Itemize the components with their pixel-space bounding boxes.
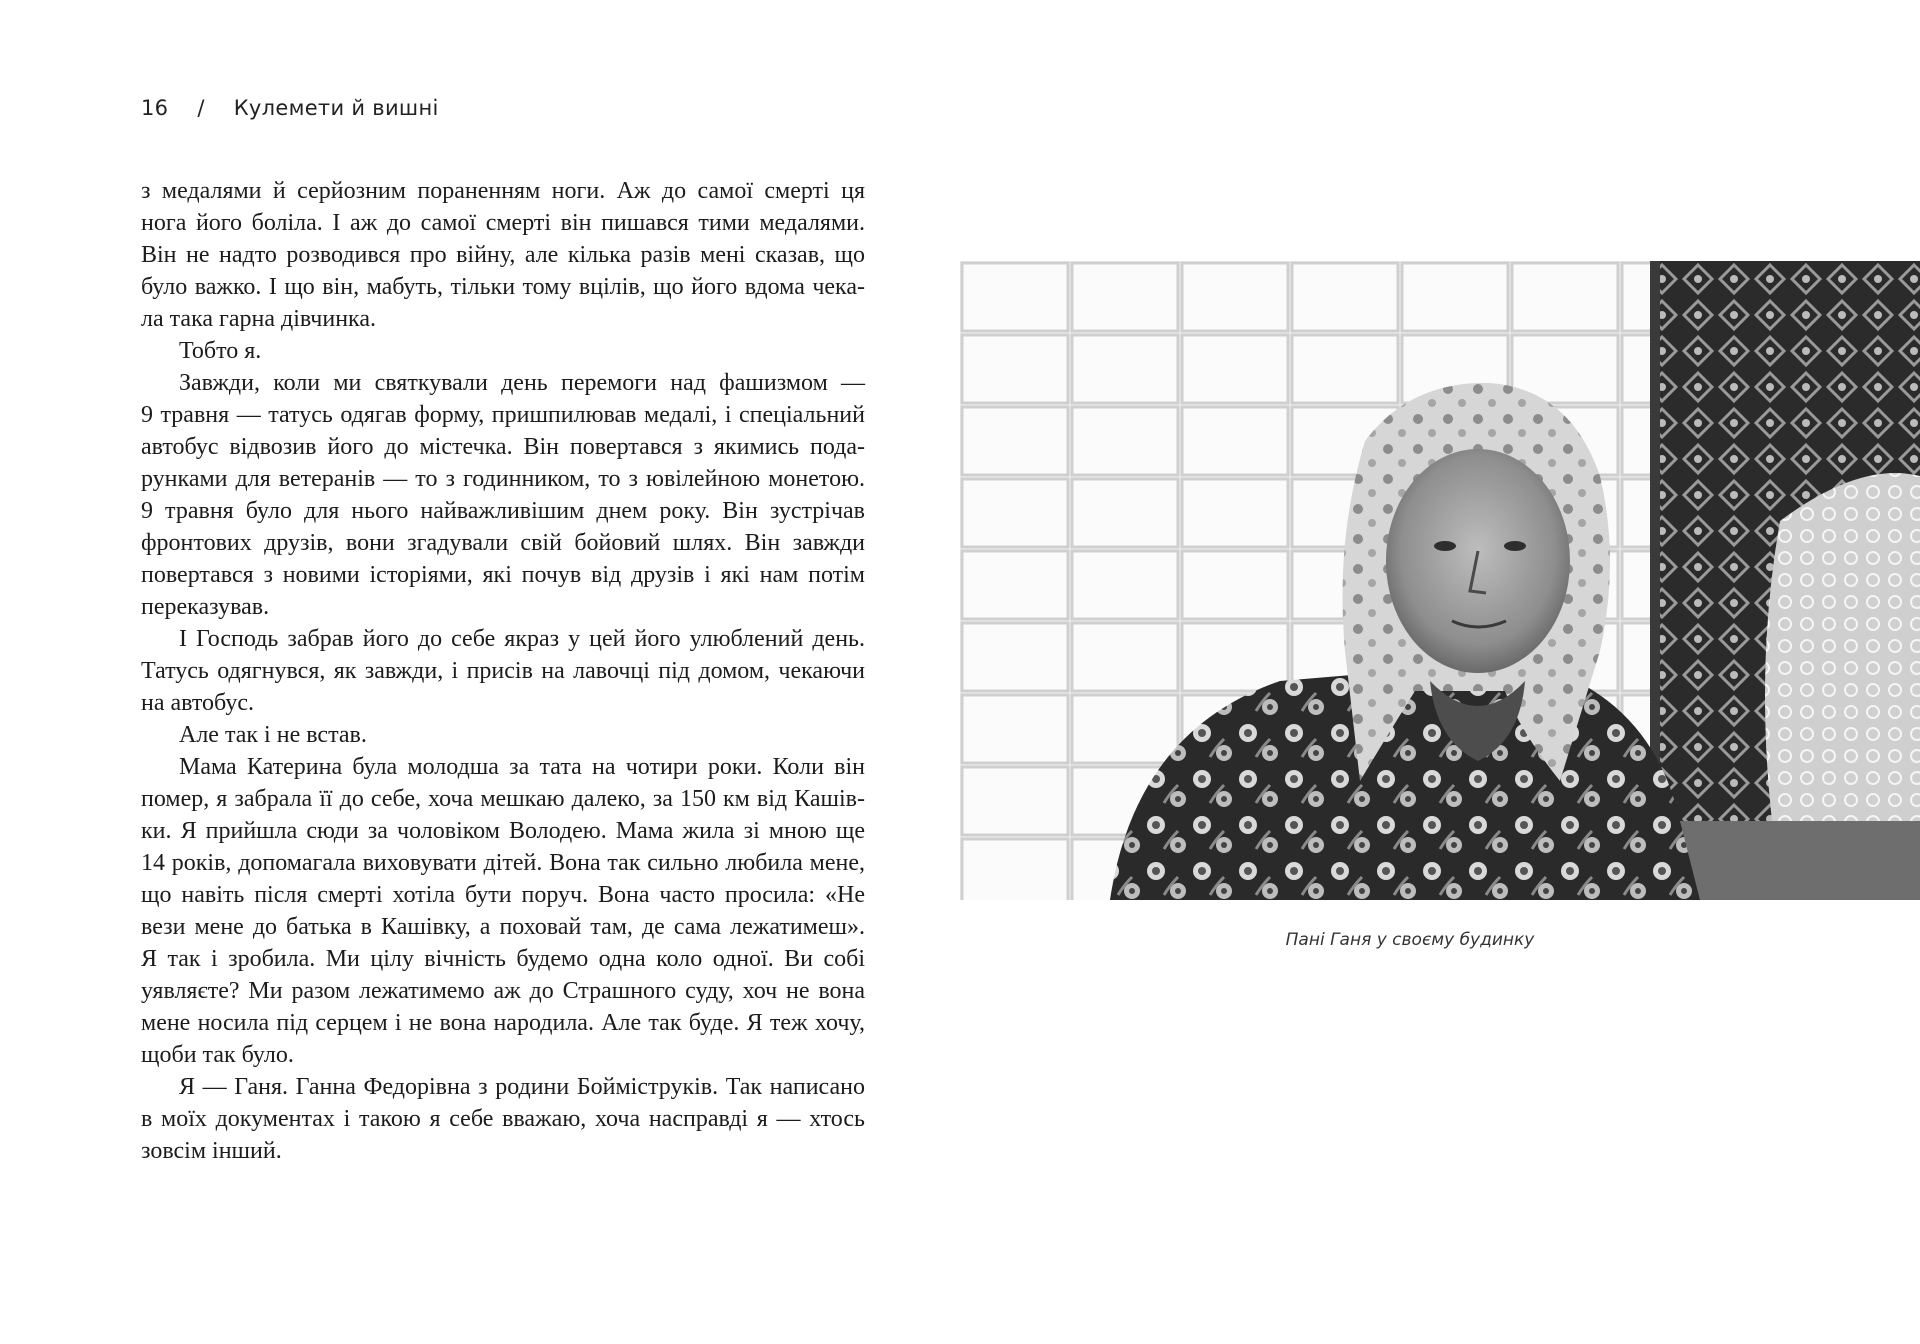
header-separator: /: [197, 96, 205, 120]
text-line: повертався з новими історіями, які почув від друзів і які нам потім: [141, 562, 865, 588]
text-line: Я — Ганя. Ганна Федорівна з родини Боймiструків. Так написано: [179, 1074, 865, 1100]
page-number: 16: [141, 96, 169, 120]
text-line: що навіть після смерті хотіла бути поруч. Вона часто просила: «Не: [141, 882, 865, 908]
text-line: переказував.: [141, 594, 270, 620]
text-line: Я так і зробила. Ми цілу вічність будемо одна коло одної. Ви собі: [141, 946, 865, 972]
text-line: Мама Катерина була молодша за тата на чотири роки. Коли він: [179, 754, 865, 780]
photo-caption: Пані Ганя у своєму будинку: [1285, 930, 1535, 950]
text-line: рунками для ветеранів — то з годинником, то з ювілейною монетою.: [141, 466, 865, 492]
running-header: [141, 96, 439, 120]
text-line: Але так і не встав.: [179, 722, 367, 748]
text-line: вези мене до батька в Кашівку, а поховай там, де сама лежатимеш».: [141, 914, 865, 940]
text-line: зовсім інший.: [141, 1138, 282, 1164]
text-line: Тобто я.: [179, 338, 262, 364]
text-line: Він не надто розводився про війну, але кілька разів мені сказав, що: [141, 242, 865, 268]
text-line: помер, я забрала її до себе, хоча мешкаю далеко, за 150 км від Кашів-: [141, 786, 865, 812]
text-line: 9 травня було для нього найважливішим днем року. Він зустрічав: [141, 498, 865, 524]
text-line: 14 років, допомагала виховувати дітей. Вона так сильно любила мене,: [141, 850, 865, 876]
text-line: Татусь одягнувся, як завжди, і присів на лавочці під домом, чекаючи: [141, 658, 865, 684]
text-line: 9 травня — татусь одягав форму, пришпилював медалі, і спеціальний: [141, 402, 865, 428]
text-line: було важко. І що він, мабуть, тільки тому вцілів, що його вдома чека-: [141, 274, 865, 300]
text-line: уявляєте? Ми разом лежатимемо аж до Страшного суду, хоч не вона: [141, 978, 865, 1004]
text-line: в моїх документах і такою я себе вважаю, хоча насправді я — хтось: [141, 1106, 865, 1132]
body-text: [141, 175, 865, 1167]
text-line: на автобус.: [141, 690, 255, 716]
text-line: Завжди, коли ми святкували день перемоги над фашизмом —: [179, 370, 865, 396]
text-line: нога його боліла. І аж до самої смерті він пишався тими медалями.: [141, 210, 865, 236]
book-title: Кулемети й вишні: [233, 96, 439, 120]
text-line: щоби так було.: [141, 1042, 294, 1068]
text-line: І Господь забрав його до себе якраз у цей його улюблений день.: [179, 626, 865, 652]
text-line: автобус відвозив його до містечка. Він повертався з якимись пода-: [141, 434, 865, 460]
text-line: з медалями й серйозним пораненням ноги. Аж до самої смерті ця: [141, 178, 865, 204]
portrait-photo: [960, 261, 1920, 900]
text-line: ла така гарна дівчинка.: [141, 306, 377, 332]
text-line: мене носила під серцем і не вона народила. Але так буде. Я теж хочу,: [141, 1010, 865, 1036]
text-line: фронтових друзів, вони згадували свій бойовий шлях. Він завжди: [141, 530, 865, 556]
text-line: ки. Я прийшла сюди за чоловіком Володею. Мама жила зі мною ще: [141, 818, 865, 844]
